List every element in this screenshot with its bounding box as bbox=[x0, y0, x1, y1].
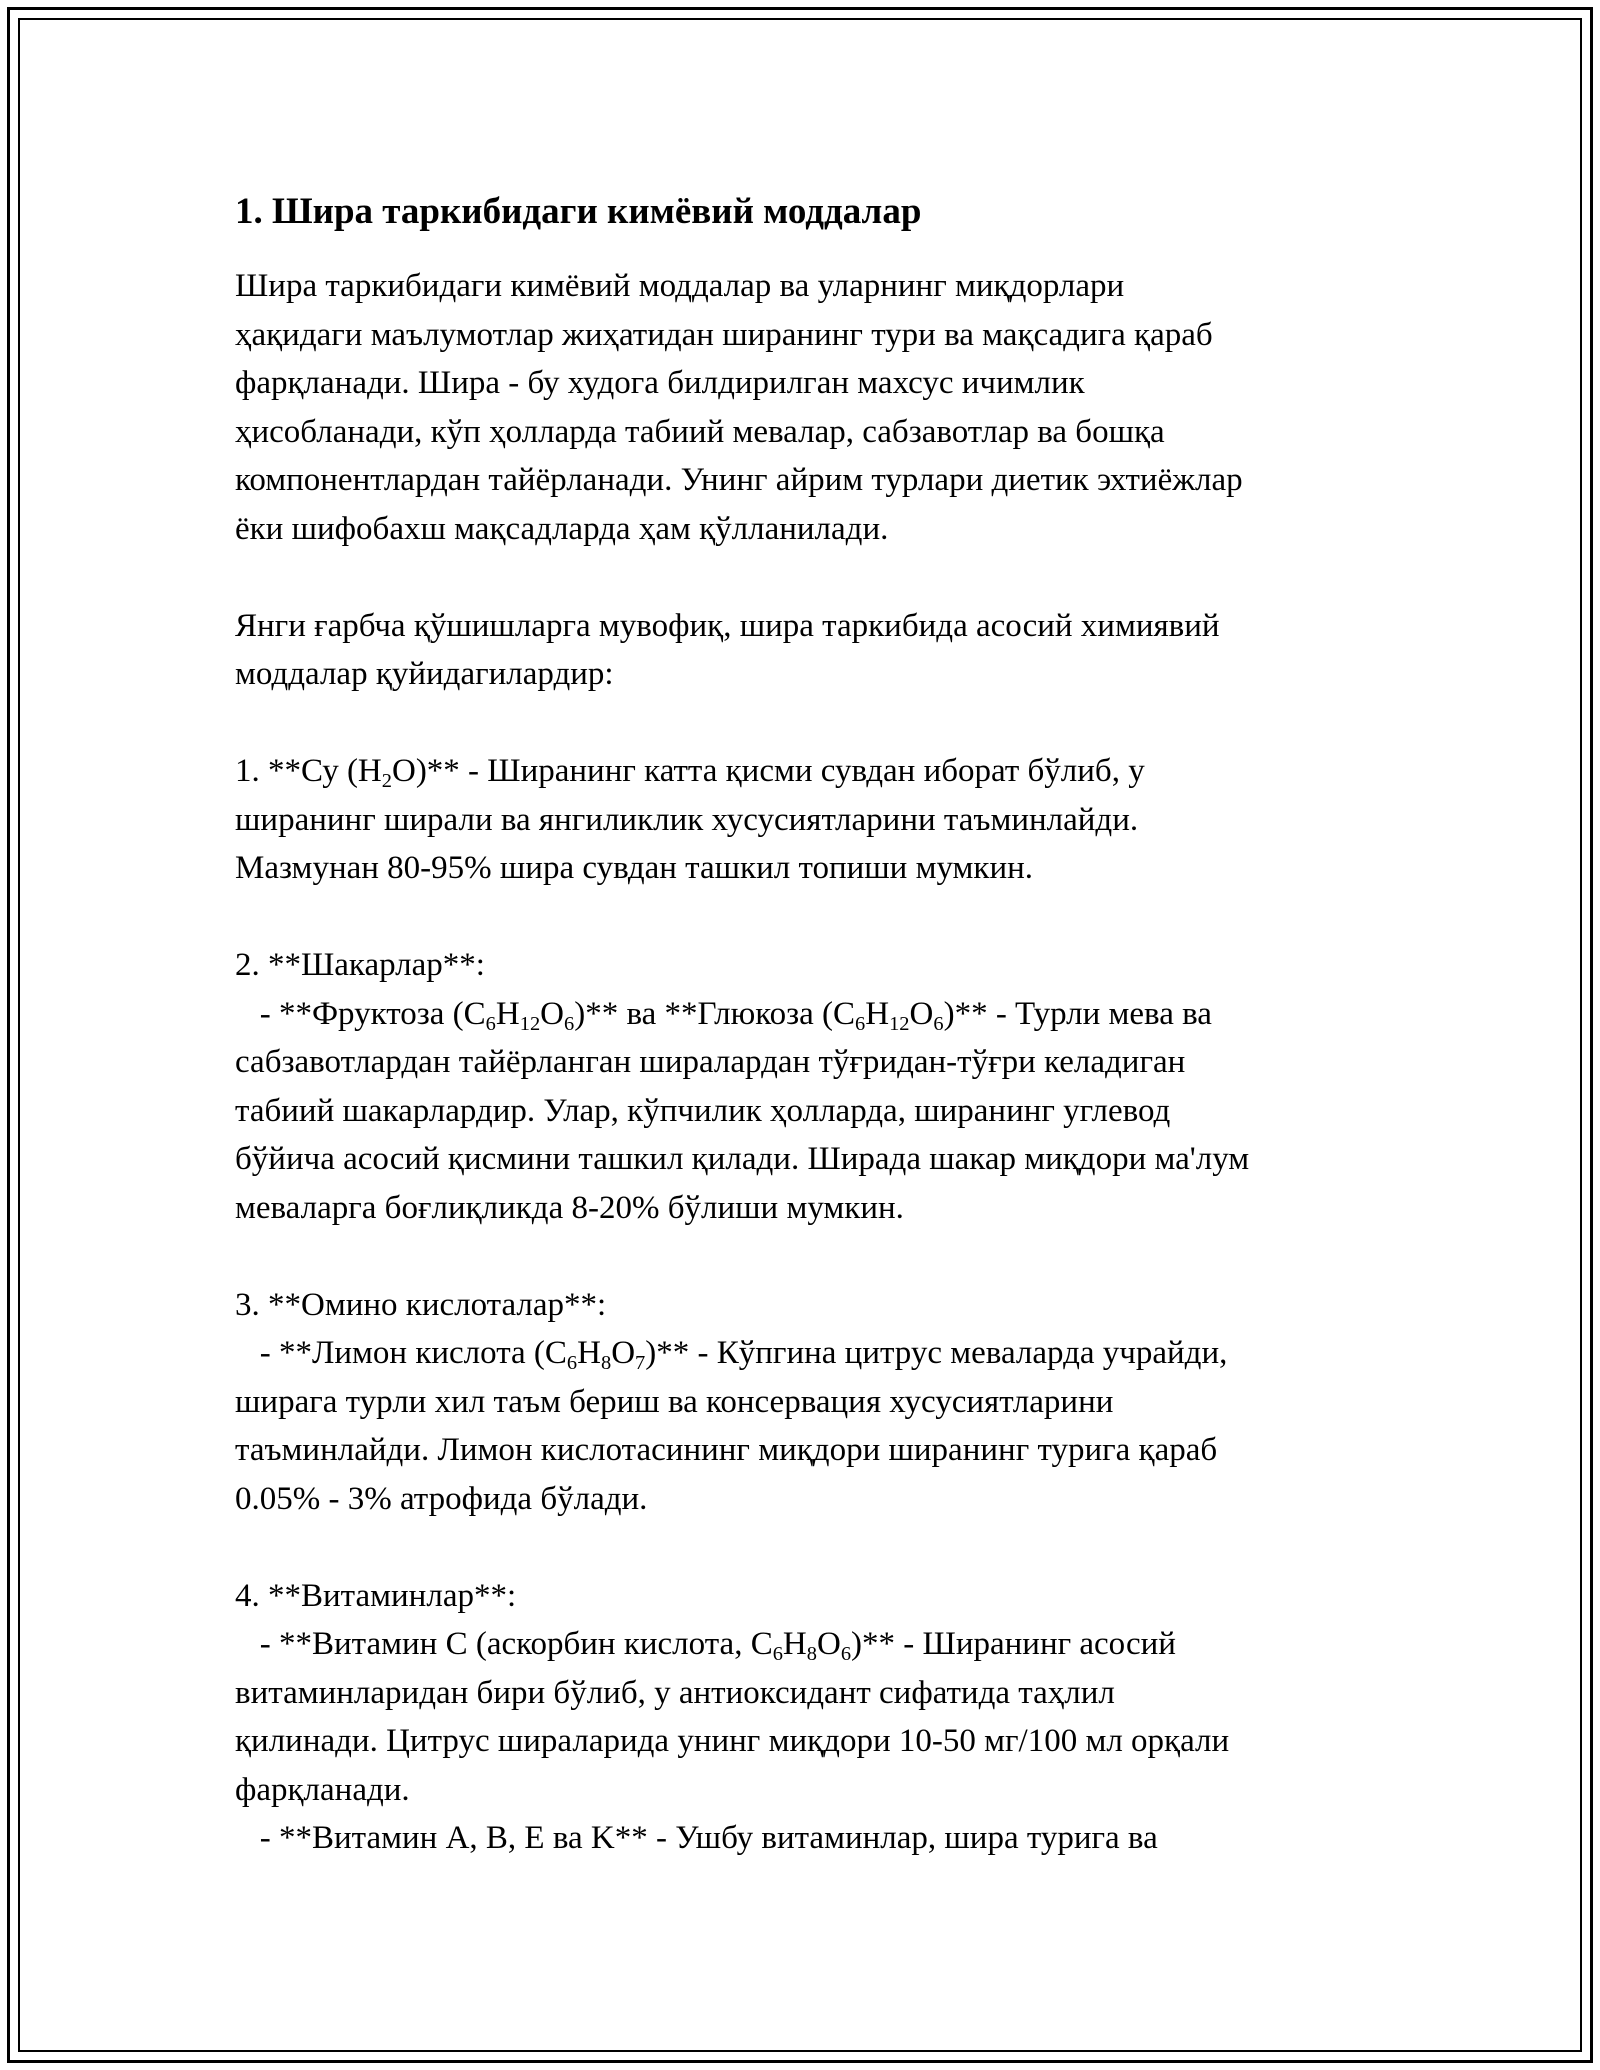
text-line: 1. **Су $(H_2O)**$ - Ширанинг катта қисми сувдан иборат бўлиб, у bbox=[235, 753, 1145, 793]
text-line: Янги ғарбча қўшишларга мувофиқ, шира таркибида асосий химиявий bbox=[235, 607, 1220, 644]
text-line: таъминлайди. Лимон кислотасининг миқдори ширанинг турига қараб bbox=[235, 1432, 1218, 1468]
text-line: 0.05% - 3% атрофида бўлади. bbox=[235, 1480, 648, 1517]
text-line: 2. **Шакарлар**: bbox=[235, 947, 485, 983]
paragraph bbox=[235, 1572, 1385, 1863]
text-line: Мазмунан 80-95% шира сувдан ташкил топиши мумкин. bbox=[235, 850, 1034, 886]
text-line: компонентлардан тайёрланади. Унинг айрим турлари диетик эхтиёжлар bbox=[235, 462, 1243, 498]
text-line: моддалар қуйидагилардир: bbox=[235, 656, 614, 692]
text-line: 4. **Витаминлар**: bbox=[235, 1577, 517, 1614]
text-line: - **Витамин A, B, E ва K** - Ушбу витаминлар, шира турига ва bbox=[235, 1820, 1158, 1856]
paragraph bbox=[235, 747, 1385, 893]
text-line: фарқланади. bbox=[235, 1771, 410, 1808]
text-line: меваларга боғлиқликда 8-20% бўлиши мумкин. bbox=[235, 1189, 904, 1226]
text-line: ширага турли хил таъм бериш ва консервация хусусиятларини bbox=[235, 1383, 1114, 1420]
text-line: ҳақидаги маълумотлар жиҳатидан ширанинг тури ва мақсадига қараб bbox=[235, 316, 1213, 353]
text-line: бўйича асосий қисмини ташкил қилади. Ширада шакар миқдори ма'лум bbox=[235, 1141, 1250, 1177]
text-line: - **Фруктоза $(C_6H_{12}O_6)**$ ва **Глюкоза $(C_6H_{12}O_6)**$ - Турли мева ва bbox=[235, 995, 1212, 1035]
text-line: сабзавотлардан тайёрланган шиpалардан тўғридан-тўғри келадиган bbox=[235, 1044, 1186, 1080]
text-line: фарқланади. Шира - бу худога билдирилган махсус ичимлик bbox=[235, 365, 1085, 401]
paragraph bbox=[235, 602, 1385, 699]
text-line: - **Витамин C (аскорбин кислота, $C_6H_8O_6)**$ - Ширанинг асосий bbox=[235, 1626, 1176, 1666]
text-line: ёки шифобахш мақсадларда ҳам қўлланилади. bbox=[235, 510, 889, 547]
section-heading: 1. Шира таркибидаги кимёвий моддалар bbox=[235, 191, 922, 232]
paragraph-list bbox=[235, 262, 1385, 1863]
text-line: - **Лимон кислота $(C_6H_8O_7)**$ - Кўпгина цитрус меваларда учрайди, bbox=[235, 1335, 1228, 1375]
text-line: ҳисобланади, кўп ҳолларда табиий мевалар, сабзавотлар ва бошқа bbox=[235, 413, 1165, 450]
paragraph bbox=[235, 262, 1385, 553]
text-line: қилинади. Цитрус шираларида унинг миқдори 10-50 мг/100 мл орқали bbox=[235, 1723, 1230, 1759]
text-line: 3. **Омино кислоталар**: bbox=[235, 1286, 607, 1323]
text-line: витаминларидан бири бўлиб, у антиоксидант сифатида таҳлил bbox=[235, 1674, 1115, 1711]
paragraph bbox=[235, 941, 1385, 1232]
text-line: ширанинг ширали ва янгиликлик хусусиятларини таъминлайди. bbox=[235, 801, 1139, 838]
text-line: Шира таркибидаги кимёвий моддалар ва уларнинг миқдорлари bbox=[235, 268, 1125, 304]
paragraph bbox=[235, 1281, 1385, 1524]
document-body bbox=[235, 188, 1385, 1911]
text-line: табиий шакарлардир. Улар, кўпчилик ҳолларда, ширанинг углевод bbox=[235, 1092, 1171, 1129]
